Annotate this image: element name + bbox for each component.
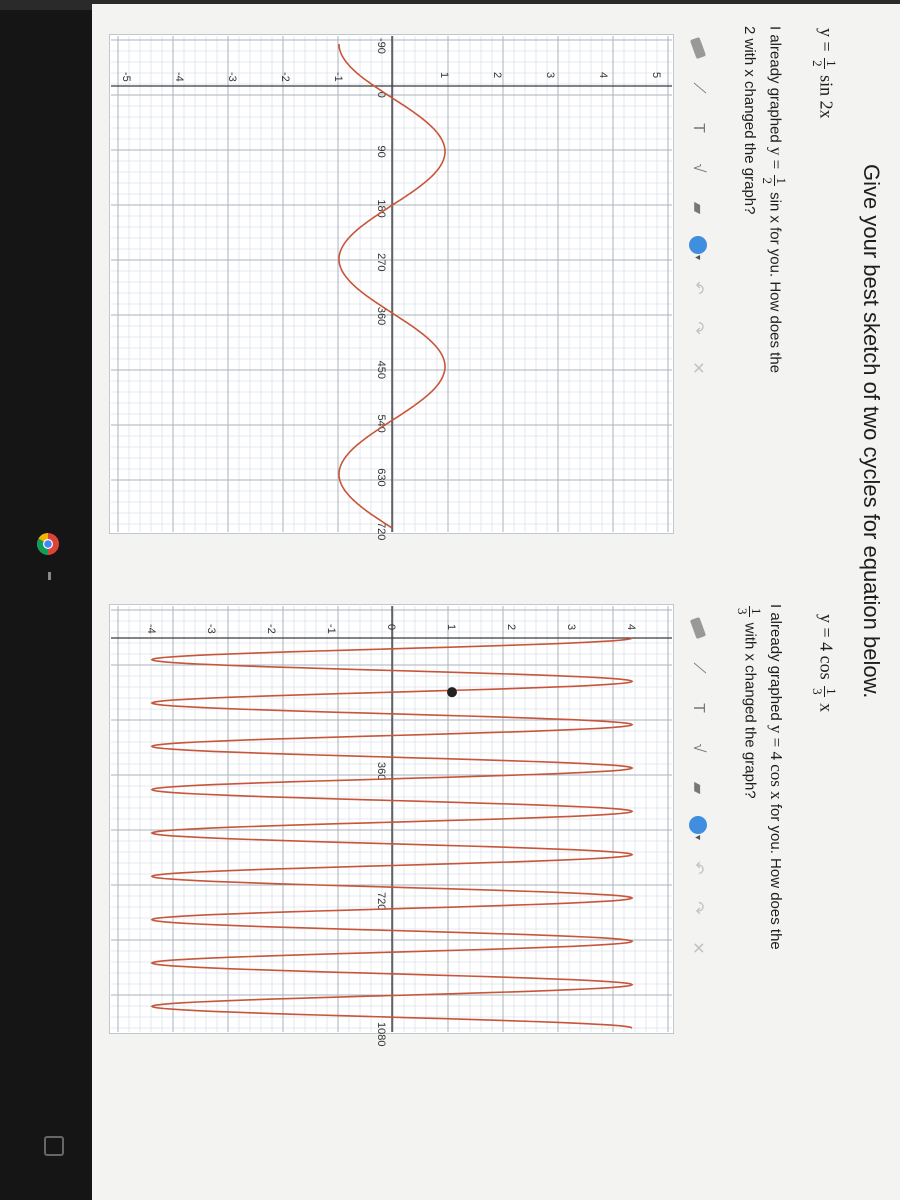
y-tick-label: -3: [226, 72, 238, 82]
text-icon: T: [690, 123, 707, 133]
color-swatch-icon: [689, 236, 707, 254]
y-tick-label: -4: [173, 72, 185, 82]
sqrt-icon: √: [690, 743, 707, 753]
undo-icon: ↶: [689, 861, 706, 875]
text-icon: T: [690, 703, 707, 713]
left-prompt: I already graphed y = 1 2 sin x for you. How does the 2 with x changed the graph?: [741, 26, 789, 374]
x-tick-label: 360: [375, 306, 387, 326]
x-tick-label: 720: [375, 892, 387, 911]
x-tick-label: 0: [375, 91, 387, 98]
y-tick-label: 3: [544, 72, 556, 79]
worksheet-page: [92, 4, 900, 1200]
color-tool[interactable]: ▾: [684, 234, 712, 262]
x-tick-label: 180: [375, 199, 387, 218]
x-tick-label: 1080: [375, 1022, 387, 1047]
pencil-icon: [690, 617, 706, 639]
y-tick-label: -5: [120, 72, 132, 82]
left-equation: y = 1 2 sin 2x: [810, 28, 839, 119]
line-icon: ⟋: [690, 662, 707, 674]
text-tool[interactable]: [684, 114, 712, 142]
x-tick-label: 630: [375, 468, 387, 487]
eraser-icon: ▰: [689, 781, 706, 795]
undo-button[interactable]: [684, 274, 712, 302]
x-tick-label: 540: [375, 414, 387, 433]
close-icon: ✕: [689, 361, 706, 375]
x-tick-label: -90: [375, 38, 387, 54]
redo-icon: ↷: [689, 901, 706, 915]
y-tick-label: 3: [565, 624, 577, 631]
y-tick-label: 0: [385, 624, 397, 631]
clear-button[interactable]: [684, 354, 712, 382]
y-tick-label: -1: [332, 72, 344, 82]
left-equation-fraction: 1 2: [810, 60, 839, 67]
pencil-icon: [690, 37, 706, 59]
y-tick-label: 4: [625, 624, 637, 631]
color-swatch-icon: [689, 816, 707, 834]
y-tick-label: 5: [650, 72, 662, 79]
sqrt-icon: √: [690, 163, 707, 173]
x-tick-label: 270: [375, 253, 387, 272]
undo-icon: ↶: [689, 281, 706, 295]
right-equation-fraction: 1 3: [810, 688, 839, 695]
pencil-tool[interactable]: [684, 614, 712, 642]
tray-icon[interactable]: [44, 1136, 64, 1156]
left-graph[interactable]: [109, 34, 674, 541]
right-prompt: I already graphed y = 4 cos x for you. How does the 1 3 with x changed the graph?: [735, 604, 786, 950]
sqrt-tool[interactable]: [684, 734, 712, 762]
text-tool[interactable]: [684, 694, 712, 722]
right-toolbar: [680, 614, 712, 1134]
line-tool[interactable]: [684, 74, 712, 102]
close-icon: ✕: [689, 941, 706, 955]
y-tick-label: -2: [279, 72, 291, 82]
left-toolbar: [680, 34, 712, 554]
eraser-tool[interactable]: [684, 194, 712, 222]
y-tick-label: -2: [265, 624, 277, 634]
y-tick-label: -3: [205, 624, 217, 634]
screen: [92, 4, 900, 1200]
undo-button[interactable]: [684, 854, 712, 882]
color-tool[interactable]: ▾: [684, 814, 712, 842]
x-tick-label: 720: [375, 522, 387, 541]
redo-icon: ↷: [689, 321, 706, 335]
eraser-icon: ▰: [689, 201, 706, 215]
y-tick-label: 4: [597, 72, 609, 79]
y-tick-label: 2: [491, 72, 503, 79]
x-tick-label: 90: [375, 145, 387, 158]
chrome-icon[interactable]: [36, 532, 60, 556]
active-app-indicator: [48, 572, 51, 580]
x-tick-label: 360: [375, 762, 387, 781]
sqrt-tool[interactable]: [684, 154, 712, 182]
right-graph[interactable]: [109, 604, 674, 1047]
x-tick-label: 450: [375, 360, 387, 380]
y-tick-label: 2: [505, 624, 517, 631]
pencil-tool[interactable]: [684, 34, 712, 62]
clear-button[interactable]: [684, 934, 712, 962]
y-tick-label: -1: [325, 624, 337, 634]
plotted-point: [447, 687, 457, 697]
right-equation: y = 4 cos 1 3 x: [810, 614, 839, 713]
y-tick-label: 1: [445, 624, 457, 631]
redo-button[interactable]: [684, 314, 712, 342]
eraser-tool[interactable]: [684, 774, 712, 802]
redo-button[interactable]: [684, 894, 712, 922]
line-tool[interactable]: [684, 654, 712, 682]
y-tick-label: 1: [438, 72, 450, 79]
page-title: Give your best sketch of two cycles for equation below.: [859, 164, 884, 699]
line-icon: ⟋: [690, 82, 707, 94]
y-tick-label: -4: [145, 624, 157, 634]
